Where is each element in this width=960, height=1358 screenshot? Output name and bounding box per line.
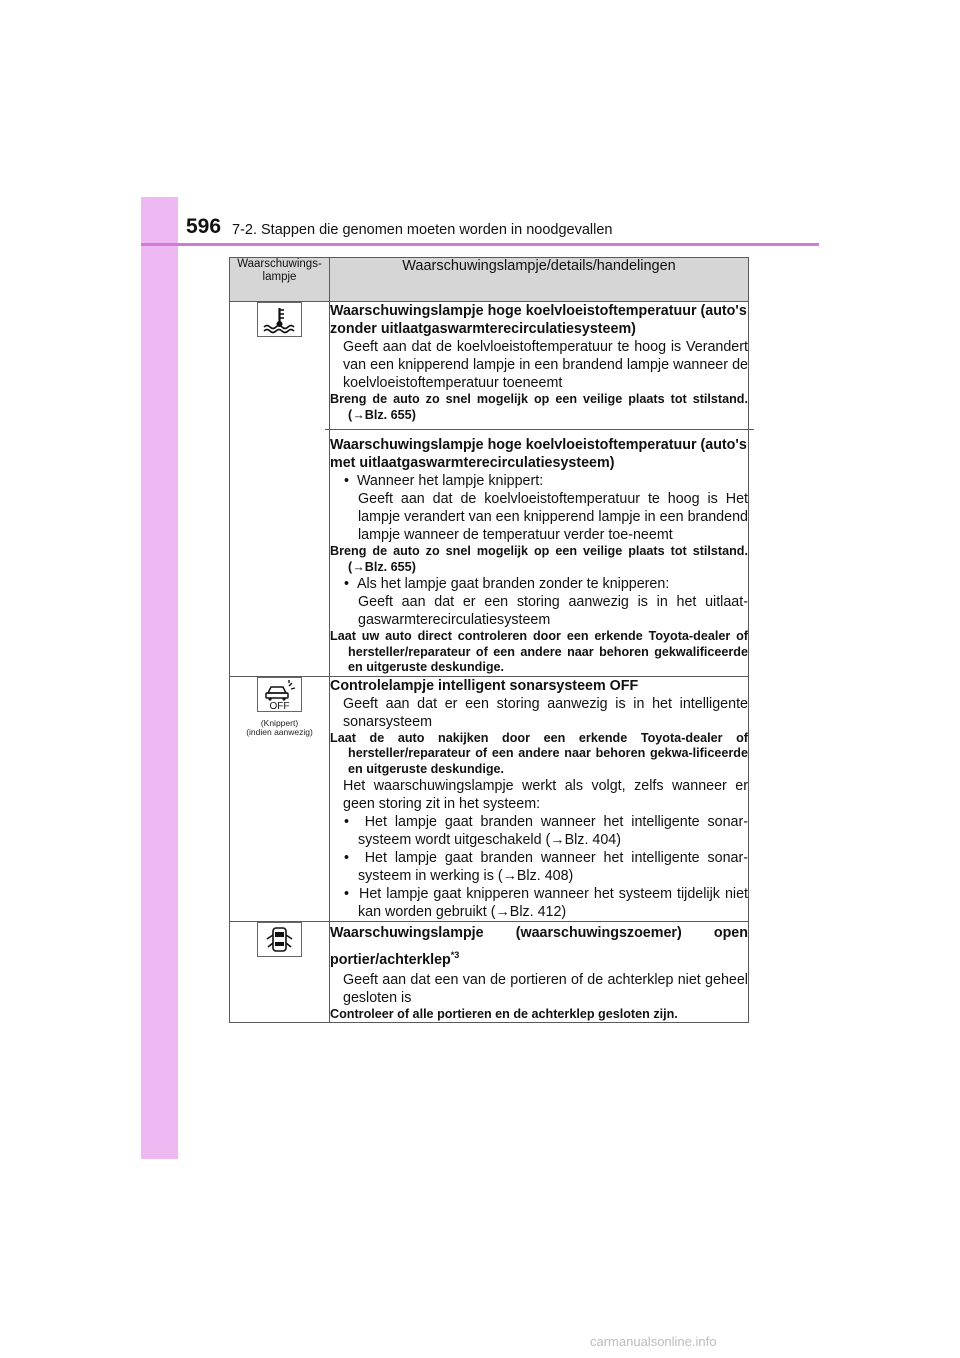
- coolant-egr-steady-text: Geeft aan dat er een storing aanwezig is in het uitlaat-gaswarmterecirculatiesysteem: [358, 594, 748, 628]
- open-door-title: [330, 922, 748, 971]
- sonar-bullet-1: • Het lampje gaat branden wanneer het intelligente sonar-systeem wordt uitgeschakeld (→Blz. 404): [344, 814, 749, 848]
- sonar-bullet-3-text: Het lampje gaat knipperen wanneer het systeem tijdelijk niet kan worden gebruikt (→Blz. 412): [358, 886, 748, 920]
- open-door-action: Controleer of alle portieren en de achterklep gesloten zijn.: [330, 1006, 678, 1021]
- sonar-bullet-3: • Het lampje gaat knipperen wanneer het systeem tijdelijk niet kan worden gebruikt (→Blz. 412): [344, 886, 748, 920]
- column-header-warning-light-label: Waarschuwings- lampje: [237, 258, 322, 283]
- section-header-title: 7-2. Stappen die genomen moeten worden in noodgevallen: [232, 222, 613, 238]
- open-door-title-text: Waarschuwingslampje (waarschuwingszoemer) open portier/achterklep: [330, 925, 748, 968]
- table-row-sonar: [230, 676, 749, 922]
- coolant-temperature-warning-icon: [257, 302, 302, 337]
- coolant-egr-bullet-steady-label: Als het lampje gaat branden zonder te knipperen:: [356, 576, 670, 592]
- sonar-title: Controlelampje intelligent sonarsysteem OFF: [330, 677, 639, 694]
- coolant-no-egr-title: Waarschuwingslampje hoge koelvloeistoftemperatuur (auto's zonder uitlaatgaswarmterecirculatiesysteem): [330, 303, 747, 337]
- coolant-egr-blinking-text: Geeft aan dat de koelvloeistoftemperatuur te hoog is Het lampje verandert van een knipperend lampje in een brandend lampje wanneer de temperatuur verder toe-neemt: [358, 491, 748, 543]
- watermark: carmanualsonline.info: [590, 1334, 717, 1349]
- warning-light-table: [229, 257, 749, 1023]
- details-cell-sonar: [330, 676, 749, 922]
- sonar-description: Geeft aan dat er een storing aanwezig is in het intelligente sonarsysteem: [343, 695, 748, 730]
- icon-cell-coolant: [230, 302, 330, 677]
- open-door-warning-icon: [257, 922, 302, 957]
- open-door-description: Geeft aan dat een van de portieren of de achterklep niet geheel gesloten is: [343, 971, 748, 1006]
- column-header-details: Waarschuwingslampje/details/handelingen: [330, 258, 749, 302]
- header-divider: [141, 243, 819, 246]
- table-header-row: [230, 258, 749, 302]
- sonar-off-indicator-icon: [257, 677, 302, 712]
- icon-cell-sonar: [230, 676, 330, 922]
- coolant-egr-bullet-blinking: • Wanneer het lampje knippert:: [344, 473, 544, 489]
- table-row-coolant: [230, 302, 749, 677]
- sonar-bullet-2-text: Het lampje gaat branden wanneer het intelligente sonar-systeem in werking is (→Blz. 408): [358, 850, 749, 884]
- sonar-action: Laat de auto nakijken door een erkende Toyota-dealer of hersteller/reparateur of een andere naar behoren gekwa-lificeerde en uitgeruste deskundige.: [330, 730, 748, 776]
- coolant-egr-action-2: Laat uw auto direct controleren door een erkende Toyota-dealer of hersteller/reparateur of een andere naar behoren gekwalificeerde en uitgeruste deskundige.: [330, 629, 748, 674]
- icon-cell-open-door: [230, 922, 330, 1023]
- coolant-no-egr-action: Breng de auto zo snel mogelijk op een veilige plaats tot stilstand. (→Blz. 655): [330, 392, 748, 422]
- coolant-egr-bullet-steady: • Als het lampje gaat branden zonder te knipperen:: [344, 576, 670, 592]
- sonar-icon-blinking-label: (Knippert): [260, 717, 299, 728]
- sonar-bullet-1-text: Het lampje gaat branden wanneer het intelligente sonar-systeem wordt uitgeschakeld (→Blz. 404): [358, 814, 749, 848]
- subrow-divider: [325, 429, 754, 430]
- sonar-operation-paragraph: Het waarschuwingslampje werkt als volgt, zelfs wanneer er geen storing zit in het systeem:: [343, 778, 748, 812]
- coolant-egr-bullet-blinking-label: Wanneer het lampje knippert:: [356, 473, 544, 489]
- details-cell-coolant: [330, 302, 749, 677]
- coolant-no-egr-description: Geeft aan dat de koelvloeistoftemperatuur te hoog is Verandert van een knipperend lampje in een brandend lampje wanneer de koelvloeistoftemperatuur toeneemt: [343, 339, 748, 391]
- sonar-bullet-2: • Het lampje gaat branden wanneer het intelligente sonar-systeem in werking is (→Blz. 408): [344, 850, 749, 884]
- coolant-egr-title: Waarschuwingslampje hoge koelvloeistoftemperatuur (auto's met uitlaatgaswarmterecirculatiesysteem): [330, 437, 747, 471]
- chapter-side-tab: [141, 197, 178, 1159]
- details-cell-open-door: [330, 922, 749, 1023]
- sonar-icon-if-equipped-label: (indien aanwezig): [246, 727, 313, 737]
- sonar-icon-off-text: OFF: [269, 700, 290, 711]
- table-row-open-door: [230, 922, 749, 1023]
- column-header-warning-light: [230, 258, 330, 302]
- page-number: 596: [186, 215, 222, 238]
- footnote-marker: *3: [450, 950, 460, 960]
- coolant-egr-action-1: Breng de auto zo snel mogelijk op een veilige plaats tot stilstand. (→Blz. 655): [330, 544, 748, 574]
